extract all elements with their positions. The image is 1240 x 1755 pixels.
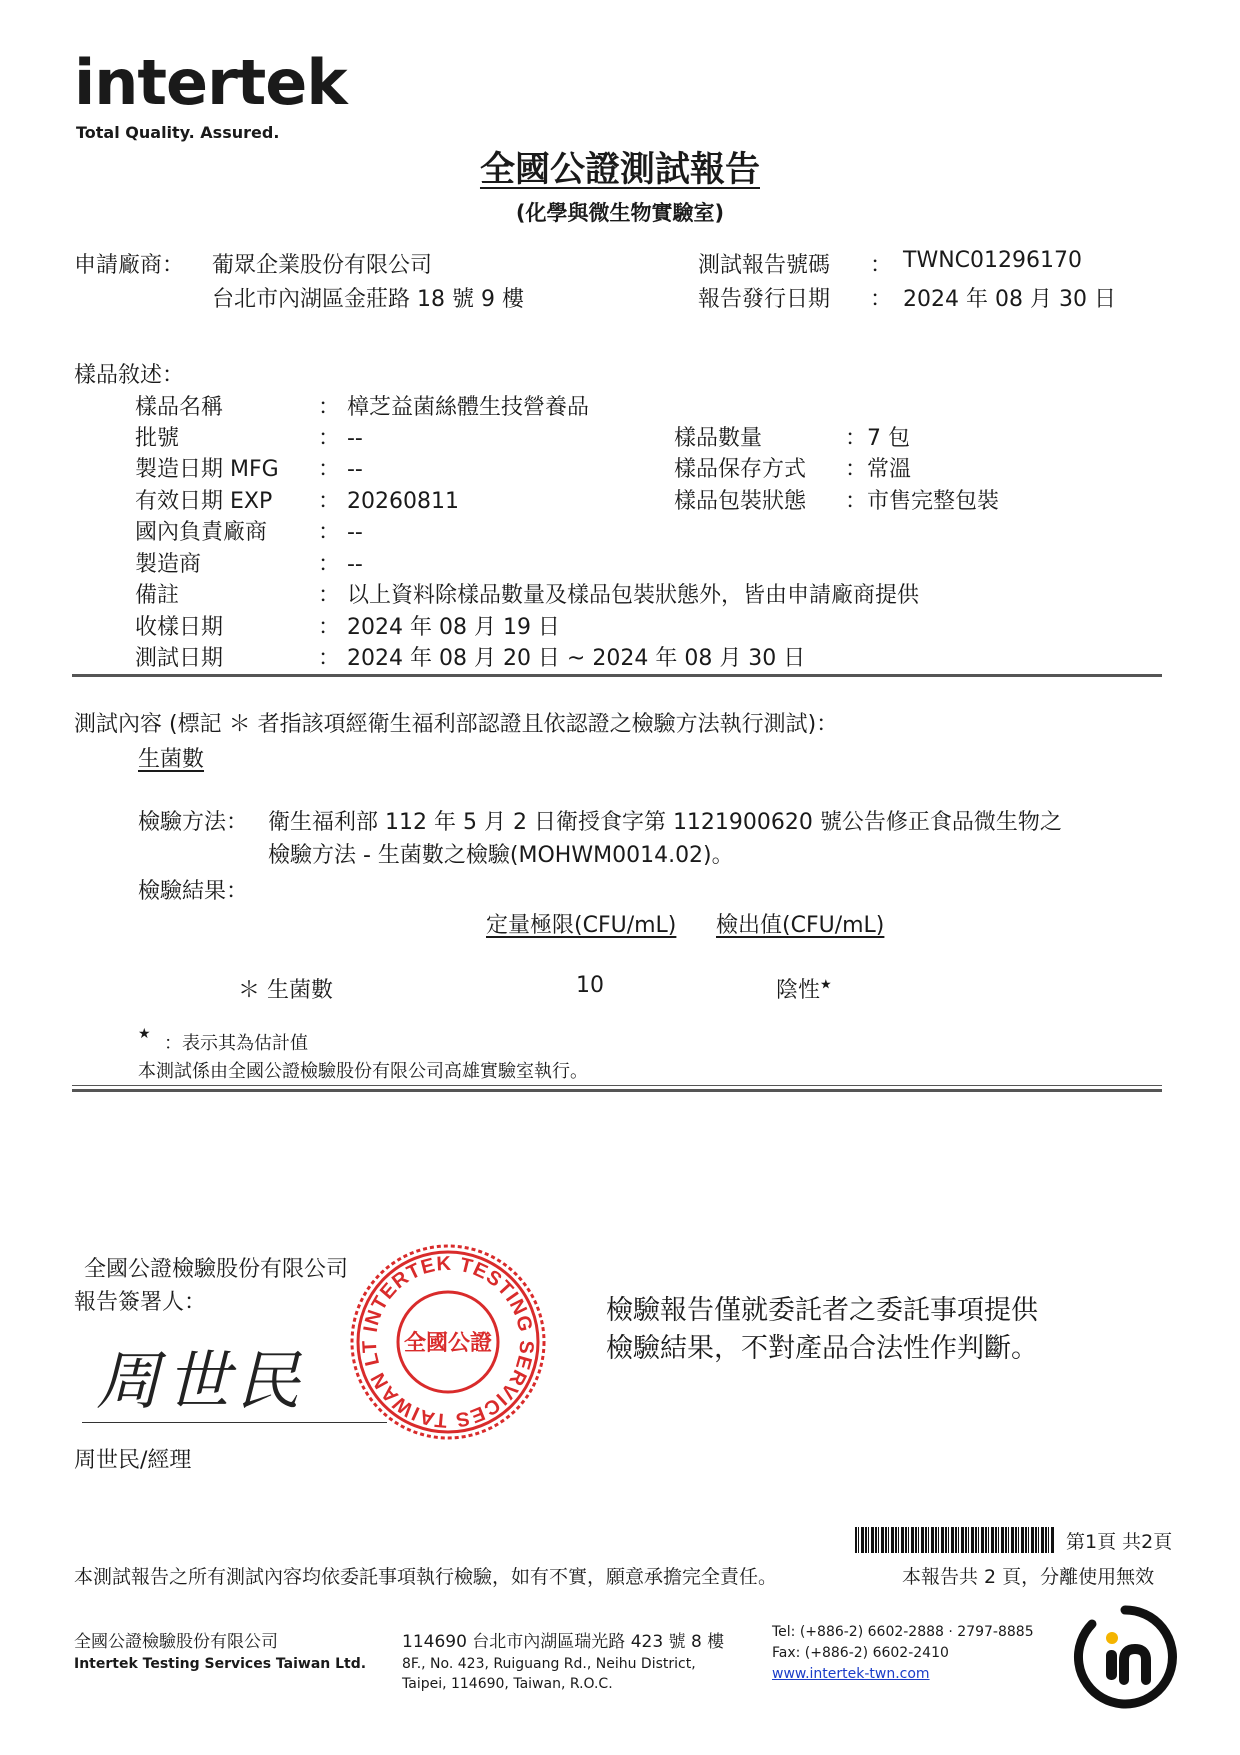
footer-address-zh: 114690 台北市內湖區瑞光路 423 號 8 樓: [402, 1632, 725, 1652]
result-label: 檢驗結果：: [138, 879, 249, 904]
note-estimate: ：表示其為估計值: [164, 1033, 308, 1054]
applicant-label: 申請廠商：: [74, 253, 185, 278]
sample-row-label: 測試日期: [135, 646, 224, 671]
sample-row-value: ： 20260811: [318, 489, 459, 514]
svg-text:全國公證: 全國公證: [403, 1331, 493, 1356]
applicant-address: 台北市內湖區金莊路 18 號 9 樓: [212, 287, 524, 312]
result-row-name: ＊ 生菌數: [238, 978, 333, 1003]
column-header-value: 檢出值(CFU/mL): [716, 913, 885, 938]
svg-text:INTERTEK TESTING SERVICES TAIW: INTERTEK TESTING SERVICES TAIWAN LT: [358, 1252, 538, 1432]
sample-right-label: 樣品包裝狀態: [674, 489, 807, 514]
footer-company-en: Intertek Testing Services Taiwan Ltd.: [74, 1656, 367, 1672]
sample-row-label: 收樣日期: [135, 615, 224, 640]
report-number: TWNC01296170: [903, 248, 1082, 273]
signer-company: 全國公證檢驗股份有限公司: [84, 1257, 349, 1282]
section-divider: [72, 674, 1162, 677]
logo-tagline: Total Quality. Assured.: [76, 123, 280, 142]
intertek-logo: intertek: [74, 46, 347, 119]
section-divider: [72, 1089, 1162, 1092]
result-row-value: 陰性★: [776, 977, 832, 1003]
method-line-1: 衛生福利部 112 年 5 月 2 日衛授食字第 1121900620 號公告修正食品微生物之: [268, 810, 1062, 835]
signer-label: 報告簽署人：: [74, 1290, 207, 1315]
footer-company-zh: 全國公證檢驗股份有限公司: [74, 1632, 278, 1652]
sample-row-value: ： 樟芝益菌絲體生技營養品: [318, 395, 589, 420]
footer-address-en-1: 8F., No. 423, Ruiguang Rd., Neihu District,: [402, 1656, 696, 1672]
sample-row-value: ： --: [318, 426, 363, 451]
sample-row-label: 樣品名稱: [135, 395, 224, 420]
sample-right-label: 樣品數量: [674, 426, 763, 451]
report-subtitle: (化學與微生物實驗室): [515, 201, 725, 225]
sample-row-value: ： 2024 年 08 月 20 日 ~ 2024 年 08 月 30 日: [318, 646, 806, 671]
note-star-icon: ★: [138, 1026, 151, 1042]
disclaimer-line-1: 檢驗報告僅就委託者之委託事項提供: [606, 1295, 1038, 1326]
issue-date: 2024 年 08 月 30 日: [903, 287, 1116, 312]
company-seal-stamp: [348, 1242, 548, 1442]
issue-date-label: 報告發行日期: [698, 287, 831, 312]
method-label: 檢驗方法：: [138, 810, 249, 835]
report-title: 全國公證測試報告: [479, 150, 760, 190]
test-intro: 測試內容 (標記 ＊ 者指該項經衛生福利部認證且依認證之檢驗方法執行測試)：: [74, 712, 839, 737]
footer-address-en-2: Taipei, 114690, Taiwan, R.O.C.: [402, 1676, 613, 1692]
sample-section-label: 樣品敘述：: [74, 363, 185, 388]
column-header-limit: 定量極限(CFU/mL): [486, 913, 677, 938]
sample-row-label: 製造商: [135, 552, 202, 577]
report-number-colon: ：: [870, 253, 893, 278]
issue-date-colon: ：: [870, 287, 893, 312]
note-lab: 本測試係由全國公證檢驗股份有限公司高雄實驗室執行。: [138, 1061, 588, 1082]
signature-line: [82, 1422, 387, 1423]
section-divider: [72, 1085, 1162, 1086]
sample-right-value: ：常溫: [845, 457, 912, 482]
sample-row-value: ： 2024 年 08 月 19 日: [318, 615, 560, 640]
sample-row-value: ： 以上資料除樣品數量及樣品包裝狀態外，皆由申請廠商提供: [318, 583, 919, 608]
signer-name: 周世民/經理: [74, 1448, 192, 1473]
disclaimer-line-2: 檢驗結果，不對產品合法性作判斷。: [606, 1333, 1038, 1364]
pages-note: 本報告共 2 頁，分離使用無效: [902, 1566, 1155, 1588]
applicant-name: 葡眾企業股份有限公司: [212, 253, 433, 278]
sample-row-label: 有效日期 EXP: [135, 489, 273, 514]
sample-row-value: ： --: [318, 552, 363, 577]
report-number-label: 測試報告號碼: [698, 253, 831, 278]
barcode: [855, 1527, 1055, 1553]
footer-tel: Tel: (+886-2) 6602-2888 · 2797-8885: [772, 1624, 1034, 1640]
footer-website-link[interactable]: www.intertek-twn.com: [772, 1666, 930, 1682]
sample-row-value: ： --: [318, 457, 363, 482]
sample-right-value: ：市售完整包裝: [845, 489, 1000, 514]
sample-row-label: 國內負責廠商: [135, 520, 268, 545]
result-row-limit: 10: [576, 973, 604, 998]
responsibility-statement: 本測試報告之所有測試內容均依委託事項執行檢驗，如有不實，願意承擔完全責任。: [74, 1566, 778, 1588]
sample-right-value: ：7 包: [845, 426, 910, 451]
sample-right-label: 樣品保存方式: [674, 457, 807, 482]
sample-row-label: 備註: [135, 583, 180, 608]
page-info: 第1頁 共2頁: [1066, 1531, 1173, 1553]
footer-fax: Fax: (+886-2) 6602-2410: [772, 1645, 949, 1661]
method-line-2: 檢驗方法 - 生菌數之檢驗(MOHWM0014.02)。: [268, 843, 734, 868]
intertek-circle-logo-icon: [1072, 1604, 1178, 1710]
handwritten-signature: 周世民: [96, 1345, 306, 1419]
sample-row-value: ： --: [318, 520, 363, 545]
sample-row-label: 批號: [135, 426, 180, 451]
sample-row-label: 製造日期 MFG: [135, 457, 279, 482]
test-item-title: 生菌數: [138, 747, 205, 772]
